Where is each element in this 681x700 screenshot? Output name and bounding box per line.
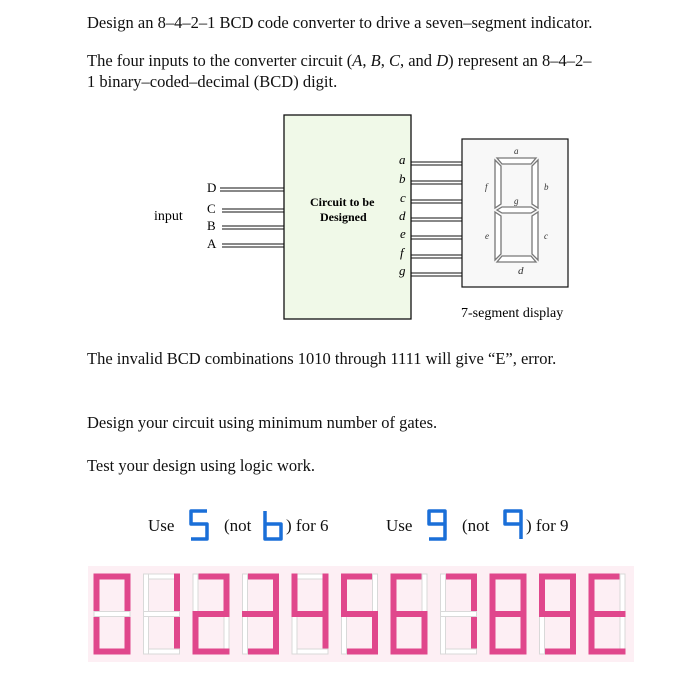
segment-g (243, 612, 279, 617)
segment-f (540, 574, 545, 614)
segment-e (490, 614, 495, 654)
problem-line-3: 1 binary–coded–decimal (BCD) digit. (87, 72, 338, 91)
segment-b (323, 574, 328, 614)
input-a: A (207, 236, 217, 251)
text-part: , (362, 51, 371, 70)
segment-b (521, 574, 526, 614)
segment-b (532, 160, 538, 208)
input-wires (220, 188, 284, 247)
segment-g (540, 612, 576, 617)
segment-f (589, 574, 594, 614)
seg-label-c: c (544, 231, 548, 241)
design-instruction: Design your circuit using minimum number of gates. (87, 413, 438, 432)
not-label-2: (not (462, 516, 490, 535)
segment-c (571, 614, 576, 654)
seg-label-a: a (514, 146, 519, 156)
use-label-2: Use (386, 516, 413, 535)
box-text-line-2: Designed (320, 210, 367, 224)
six-correct-glyph (188, 508, 210, 542)
segment-g (490, 612, 526, 617)
segment-e (342, 614, 347, 654)
segment-e (441, 614, 446, 654)
segment-e (144, 614, 149, 654)
segment-b (224, 574, 229, 614)
six-incorrect-glyph (262, 508, 284, 542)
output-d: d (399, 208, 406, 223)
segment-c (472, 614, 477, 654)
segment-c (521, 614, 526, 654)
output-c: c (400, 190, 406, 205)
segment-d (497, 256, 536, 262)
segment-b (472, 574, 477, 614)
input-d: D (207, 180, 217, 195)
segment-f (94, 574, 99, 614)
segment-f (193, 574, 198, 614)
output-g: g (399, 263, 406, 278)
segment-g (441, 612, 477, 617)
segment-b (274, 574, 279, 614)
input-c: C (207, 201, 216, 216)
not-label-1: (not (224, 516, 252, 535)
segment-g (292, 612, 328, 617)
for-six-label: ) for 6 (286, 516, 329, 535)
segment-b (422, 574, 427, 614)
converter-diagram (150, 112, 600, 334)
segment-c (125, 614, 130, 654)
use-label-1: Use (148, 516, 175, 535)
segment-f (441, 574, 446, 614)
display-caption: 7-segment display (461, 306, 564, 321)
segment-c (175, 614, 180, 654)
var-c: C (388, 51, 400, 70)
segment-e (94, 614, 99, 654)
text-part: , (380, 51, 389, 70)
segment-c (224, 614, 229, 654)
segment-b (175, 574, 180, 614)
segment-e (193, 614, 198, 654)
segment-b (125, 574, 130, 614)
segment-g (589, 612, 625, 617)
invalid-note: The invalid BCD combinations 1010 through 1111 will give “E”, error. (87, 349, 557, 368)
seg-label-g: g (514, 196, 519, 206)
segment-b (620, 574, 625, 614)
var-b: B (370, 51, 381, 70)
segment-e (292, 614, 297, 654)
segment-a (497, 158, 536, 164)
input-b: B (207, 218, 216, 233)
text-part: , and (399, 51, 437, 70)
output-f: f (400, 245, 404, 260)
var-a: A (352, 51, 363, 70)
seg-label-f: f (485, 182, 488, 192)
seg-label-d: d (518, 265, 524, 277)
segment-f (144, 574, 149, 614)
output-e: e (400, 226, 406, 241)
segment-c (422, 614, 427, 654)
segment-g (94, 612, 130, 617)
segment-c (323, 614, 328, 654)
segment-e (540, 614, 545, 654)
input-label: input (154, 209, 183, 224)
segment-f (490, 574, 495, 614)
segment-g (144, 612, 180, 617)
test-instruction: Test your design using logic work. (87, 456, 315, 475)
segment-c (373, 614, 378, 654)
output-wires (411, 162, 462, 276)
output-b: b (399, 171, 406, 186)
segment-g (193, 612, 229, 617)
segment-e (391, 614, 396, 654)
segment-f (342, 574, 347, 614)
seg-label-b: b (544, 182, 549, 192)
digit-strip (88, 566, 634, 662)
text-part: The four inputs to the converter circuit ( (87, 51, 353, 70)
nine-correct-glyph (426, 508, 448, 542)
text-part: ) represent an 8–4–2– (448, 51, 592, 70)
segment-b (373, 574, 378, 614)
segment-g (391, 612, 427, 617)
segment-b (571, 574, 576, 614)
segment-g (497, 207, 536, 213)
problem-title: Design an 8–4–2–1 BCD code converter to drive a seven–segment indicator. (87, 13, 593, 32)
seg-label-e: e (485, 231, 489, 241)
segment-f (243, 574, 248, 614)
output-a: a (399, 152, 406, 167)
box-text-line-1: Circuit to be (310, 195, 375, 209)
segment-f (292, 574, 297, 614)
segment-e (495, 212, 501, 260)
segment-e (243, 614, 248, 654)
segment-c (620, 614, 625, 654)
segment-c (274, 614, 279, 654)
segment-f (495, 160, 501, 208)
problem-line-2 (87, 50, 592, 72)
segment-c (532, 212, 538, 260)
segment-e (589, 614, 594, 654)
nine-incorrect-glyph (502, 508, 524, 542)
for-nine-label: ) for 9 (526, 516, 569, 535)
segment-g (342, 612, 378, 617)
segment-f (391, 574, 396, 614)
var-d: D (436, 51, 449, 70)
